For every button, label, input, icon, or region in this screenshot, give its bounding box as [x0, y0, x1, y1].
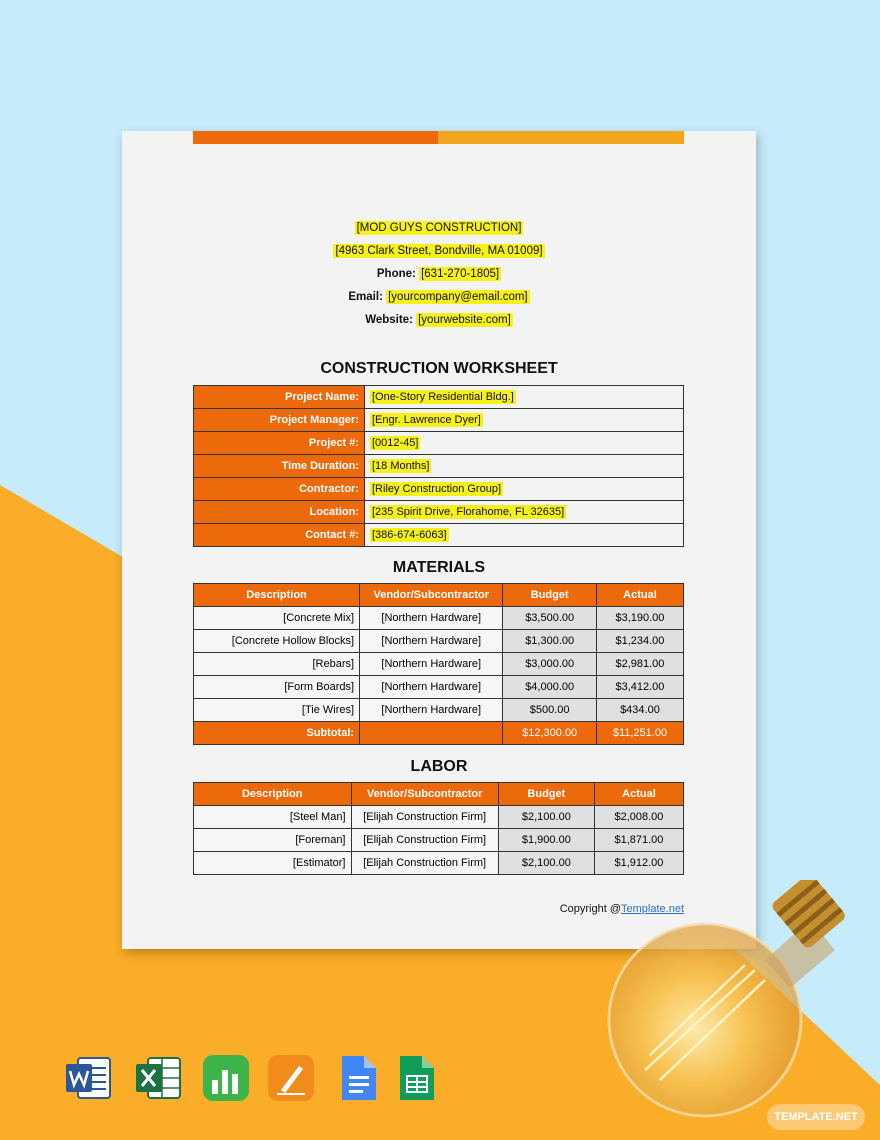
table-cell: [Foreman]	[194, 829, 352, 852]
table-cell: $2,100.00	[498, 806, 594, 829]
labor-table	[193, 782, 684, 875]
info-row	[194, 386, 684, 409]
table-cell: [Steel Man]	[194, 806, 352, 829]
info-value	[365, 524, 684, 547]
table-cell: [Concrete Mix]	[194, 607, 360, 630]
info-value-text: [Engr. Lawrence Dyer]	[372, 414, 481, 426]
column-header: Description	[194, 783, 352, 806]
company-address: [4963 Clark Street, Bondville, MA 01009]	[335, 245, 543, 257]
top-bar-amber	[438, 131, 684, 144]
google-docs-icon	[334, 1054, 382, 1102]
info-value	[365, 455, 684, 478]
info-row	[194, 455, 684, 478]
materials-table	[193, 583, 684, 745]
copyright-notice: Copyright @Template.net	[559, 903, 684, 915]
numbers-icon	[202, 1054, 250, 1102]
subtotal-label: Subtotal:	[194, 722, 360, 745]
info-label: Project #:	[194, 432, 365, 455]
column-header: Description	[194, 584, 360, 607]
table-cell: $1,300.00	[503, 630, 597, 653]
info-row	[194, 432, 684, 455]
info-row	[194, 409, 684, 432]
info-value-text: [Riley Construction Group]	[372, 483, 501, 495]
info-value	[365, 432, 684, 455]
table-row	[194, 829, 684, 852]
subtotal-row	[194, 722, 684, 745]
info-label: Project Name:	[194, 386, 365, 409]
table-cell: [Rebars]	[194, 653, 360, 676]
table-cell: $1,871.00	[594, 829, 683, 852]
column-header: Budget	[498, 783, 594, 806]
info-row	[194, 524, 684, 547]
subtotal-empty	[360, 722, 503, 745]
table-cell: $3,190.00	[596, 607, 683, 630]
table-cell: $1,234.00	[596, 630, 683, 653]
top-bar-orange	[193, 131, 438, 144]
light-bulb-icon	[605, 880, 855, 1125]
excel-icon	[134, 1054, 182, 1102]
info-label: Location:	[194, 501, 365, 524]
worksheet-document	[122, 131, 756, 949]
table-cell: [Concrete Hollow Blocks]	[194, 630, 360, 653]
info-label: Project Manager:	[194, 409, 365, 432]
company-email: Email: [yourcompany@email.com]	[348, 291, 528, 303]
project-info-table	[193, 385, 684, 547]
template-net-watermark: TEMPLATE.NET	[767, 1104, 865, 1130]
table-cell: [Estimator]	[194, 852, 352, 875]
table-cell: $3,412.00	[596, 676, 683, 699]
table-row	[194, 699, 684, 722]
table-cell: $3,500.00	[503, 607, 597, 630]
info-value	[365, 409, 684, 432]
table-cell: [Elijah Construction Firm]	[351, 852, 498, 875]
table-cell: [Northern Hardware]	[360, 630, 503, 653]
info-value-text: [One-Story Residential Bldg.]	[372, 391, 514, 403]
table-row	[194, 806, 684, 829]
table-cell: [Elijah Construction Firm]	[351, 829, 498, 852]
table-cell: [Tie Wires]	[194, 699, 360, 722]
table-row	[194, 653, 684, 676]
column-header: Vendor/Subcontractor	[351, 783, 498, 806]
table-cell: $4,000.00	[503, 676, 597, 699]
pages-icon	[267, 1054, 315, 1102]
subtotal-actual: $11,251.00	[596, 722, 683, 745]
table-cell: [Northern Hardware]	[360, 653, 503, 676]
subtotal-budget: $12,300.00	[503, 722, 597, 745]
word-icon	[64, 1054, 112, 1102]
info-label: Contact #:	[194, 524, 365, 547]
column-header: Budget	[503, 584, 597, 607]
worksheet-title: CONSTRUCTION WORKSHEET	[320, 360, 558, 377]
table-cell: [Northern Hardware]	[360, 607, 503, 630]
table-row	[194, 630, 684, 653]
info-value-text: [18 Months]	[372, 460, 430, 472]
table-cell: $2,981.00	[596, 653, 683, 676]
info-label: Contractor:	[194, 478, 365, 501]
materials-title: MATERIALS	[392, 559, 486, 576]
column-header: Vendor/Subcontractor	[360, 584, 503, 607]
table-row	[194, 852, 684, 875]
table-row	[194, 607, 684, 630]
info-value-text: [235 Spirit Drive, Florahome, FL 32635]	[372, 506, 565, 518]
column-header: Actual	[596, 584, 683, 607]
table-cell: $434.00	[596, 699, 683, 722]
column-header: Actual	[594, 783, 683, 806]
table-cell: [Northern Hardware]	[360, 676, 503, 699]
info-value-text: [386-674-6063]	[372, 529, 447, 541]
table-cell: $3,000.00	[503, 653, 597, 676]
template-link[interactable]: Template.net	[621, 903, 684, 915]
info-value	[365, 386, 684, 409]
company-phone: Phone: [631-270-1805]	[376, 268, 500, 280]
table-cell: [Elijah Construction Firm]	[351, 806, 498, 829]
company-name: [MOD GUYS CONSTRUCTION]	[356, 222, 522, 234]
table-cell: $1,900.00	[498, 829, 594, 852]
table-cell: $2,100.00	[498, 852, 594, 875]
info-row	[194, 478, 684, 501]
table-row	[194, 676, 684, 699]
info-label: Time Duration:	[194, 455, 365, 478]
info-value-text: [0012-45]	[372, 437, 419, 449]
company-website: Website: [yourwebsite.com]	[365, 314, 511, 326]
info-value	[365, 501, 684, 524]
info-row	[194, 501, 684, 524]
table-cell: $1,912.00	[594, 852, 683, 875]
info-value	[365, 478, 684, 501]
table-cell: [Northern Hardware]	[360, 699, 503, 722]
labor-title: LABOR	[410, 758, 468, 775]
google-sheets-icon	[392, 1054, 440, 1102]
table-cell: $2,008.00	[594, 806, 683, 829]
table-cell: $500.00	[503, 699, 597, 722]
table-cell: [Form Boards]	[194, 676, 360, 699]
